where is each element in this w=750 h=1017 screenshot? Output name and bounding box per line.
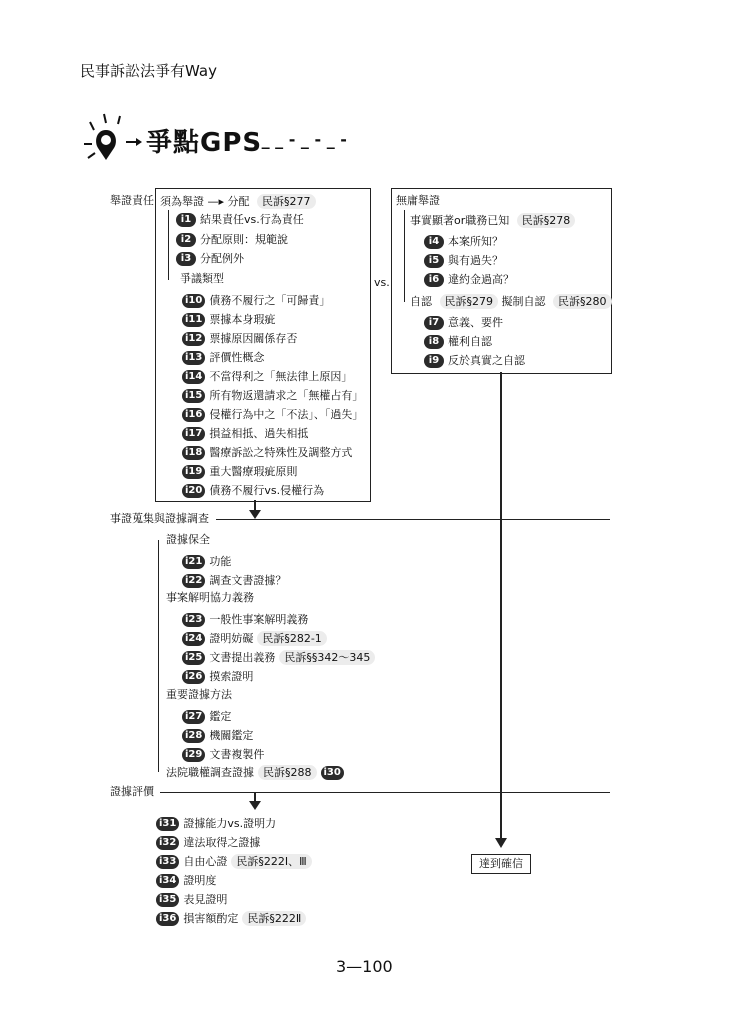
- list-item: [156, 890, 312, 909]
- tree-line: [404, 210, 405, 302]
- item-text: 債務不履行vs.侵權行為: [209, 483, 325, 497]
- item-text: 損害額酌定: [183, 911, 239, 925]
- ref-222: 民訴§222Ⅰ、Ⅲ: [231, 854, 311, 869]
- list-item: [182, 367, 363, 386]
- list-item: [182, 443, 363, 462]
- item-text: 與有過失？: [448, 253, 503, 267]
- section-label-burden: 舉證責任: [110, 194, 154, 207]
- item-text: 文書複製件: [209, 747, 265, 761]
- list-item: [156, 871, 312, 890]
- item-text: 損益相抵、過失相抵: [209, 426, 309, 440]
- list-item: [182, 386, 363, 405]
- list-item: [424, 313, 525, 332]
- right-sub1-list: [424, 232, 514, 289]
- group2-list: [182, 610, 375, 686]
- list-item: [156, 833, 312, 852]
- list-item: [182, 745, 264, 764]
- badge: i7: [424, 316, 444, 330]
- list-item: [182, 348, 363, 367]
- item-text: 自由心證: [183, 854, 228, 868]
- item-text: 權利自認: [448, 334, 492, 348]
- ref-222-ii: 民訴§222Ⅱ: [242, 911, 306, 926]
- section-label-evidence: 事證蒐集與證據調查: [110, 512, 209, 525]
- list-item: [156, 852, 312, 871]
- list-item: [156, 909, 312, 928]
- badge: i18: [182, 446, 205, 460]
- badge: i25: [182, 651, 205, 665]
- badge: i21: [182, 555, 205, 569]
- list-item: [176, 213, 304, 227]
- list-item: [182, 405, 363, 424]
- item-text: 醫療訴訟之特殊性及調整方式: [209, 445, 353, 459]
- badge: i30: [321, 766, 344, 780]
- item-text: 分配原則：規範說: [200, 233, 288, 246]
- badge: i35: [156, 893, 179, 907]
- arrow-down-icon: [249, 510, 261, 519]
- ref-279: 民訴§279: [440, 294, 499, 309]
- right-box-title: 無庸舉證: [396, 194, 440, 207]
- list-item: [182, 481, 363, 500]
- list-item: [182, 329, 363, 348]
- badge: i11: [182, 313, 205, 327]
- sub2-label: 自認: [410, 295, 432, 308]
- badge: i1: [176, 213, 196, 227]
- list-item: [182, 726, 264, 745]
- item-text: 所有物返還請求之「無權占有」: [209, 388, 364, 402]
- item-text: 證明妨礙: [209, 631, 254, 645]
- section-label-evaluation: 證據評價: [110, 785, 154, 798]
- group1-list: [182, 552, 286, 590]
- list-item: [182, 310, 363, 329]
- item-text: 意義、要件: [448, 315, 503, 329]
- badge: i32: [156, 836, 179, 850]
- ref-277: 民訴§277: [257, 194, 316, 209]
- arrow-down-icon: [249, 801, 261, 810]
- item-text: 違法取得之證據: [183, 835, 261, 849]
- group-title: 法院職權調查證據: [166, 765, 254, 779]
- list-item: [424, 232, 514, 251]
- group4-row: [166, 765, 348, 780]
- list-item: [182, 707, 264, 726]
- list-item: [182, 629, 375, 648]
- list-item: [182, 667, 375, 686]
- badge: i24: [182, 632, 205, 646]
- badge: i13: [182, 351, 205, 365]
- badge: i3: [176, 252, 196, 266]
- item-text: 一般性事案解明義務: [209, 612, 309, 626]
- ref-342-345: 民訴§§342～345: [279, 650, 375, 665]
- badge: i26: [182, 670, 205, 684]
- badge: i5: [424, 254, 444, 268]
- list-item: [182, 571, 286, 590]
- list-item: [424, 270, 514, 289]
- dispute-label: 爭議類型: [180, 272, 224, 285]
- list-item: [182, 552, 286, 571]
- badge: i14: [182, 370, 205, 384]
- tree-line: [158, 540, 159, 772]
- badge: i36: [156, 912, 179, 926]
- group-title: 事案解明協力義務: [166, 591, 254, 604]
- badge: i31: [156, 817, 179, 831]
- ref-278: 民訴§278: [517, 213, 576, 228]
- item-text: 票據原因關係存否: [209, 331, 298, 345]
- list-item: [176, 252, 244, 266]
- dispute-list: [182, 291, 363, 500]
- item-text: 鑑定: [209, 709, 232, 723]
- badge: i9: [424, 354, 444, 368]
- badge: i23: [182, 613, 205, 627]
- badge: i28: [182, 729, 205, 743]
- badge: i22: [182, 574, 205, 588]
- arrow-down-icon: [495, 838, 507, 848]
- badge: i15: [182, 389, 205, 403]
- badge: i33: [156, 855, 179, 869]
- item-text: 反於真實之自認: [448, 353, 525, 367]
- item-text: 證明度: [183, 873, 217, 887]
- badge: i17: [182, 427, 205, 441]
- item-text: 票據本身瑕疵: [209, 312, 276, 326]
- ref-282-1: 民訴§282-1: [257, 631, 326, 646]
- item-text: 摸索證明: [209, 669, 254, 683]
- badge: i10: [182, 294, 205, 308]
- list-item: [182, 462, 363, 481]
- sub2-mid: 擬制自認: [501, 295, 546, 308]
- divider: [216, 519, 610, 520]
- right-sub2: [410, 294, 612, 309]
- burden-first-text: 須為舉證: [160, 195, 204, 208]
- item-text: 結果責任vs.行為責任: [200, 213, 304, 226]
- item-text: 違約金過高？: [448, 272, 514, 286]
- arrow-right-icon: —▸: [207, 195, 225, 208]
- list-item: [182, 424, 363, 443]
- list-item: [182, 648, 375, 667]
- ref-288: 民訴§288: [258, 765, 317, 780]
- evaluation-list: [156, 814, 312, 928]
- item-text: 證據能力vs.證明力: [183, 816, 277, 830]
- item-text: 功能: [209, 554, 232, 568]
- badge: i4: [424, 235, 444, 249]
- item-text: 分配例外: [200, 252, 244, 265]
- list-item: [176, 233, 288, 247]
- list-item: [156, 814, 312, 833]
- badge: i19: [182, 465, 205, 479]
- list-item: [182, 291, 363, 310]
- flow-line-right: [500, 372, 502, 840]
- badge: i34: [156, 874, 179, 888]
- group-title: 證據保全: [166, 533, 210, 546]
- tree-line: [168, 210, 169, 280]
- divider: [160, 792, 610, 793]
- result-box: 達到確信: [471, 854, 531, 874]
- item-text: 不當得利之「無法律上原因」: [209, 369, 353, 383]
- list-item: [424, 251, 514, 270]
- list-item: [182, 610, 375, 629]
- vs-label: vs.: [374, 276, 390, 289]
- banner-dashes: _ _ _ - _ - _ -: [248, 130, 347, 149]
- banner-title: 爭點GPS: [146, 128, 263, 158]
- badge: i2: [176, 233, 196, 247]
- sub1-label: 事實顯著or職務已知: [410, 214, 510, 227]
- burden-first-line: [160, 194, 316, 209]
- gps-banner: [80, 108, 360, 168]
- item-text: 調查文書證據？: [209, 573, 287, 587]
- list-item: [424, 351, 525, 370]
- badge: i27: [182, 710, 205, 724]
- item-text: 重大醫療瑕疵原則: [209, 464, 298, 478]
- list-item: [424, 332, 525, 351]
- group3-list: [182, 707, 264, 764]
- badge: i8: [424, 335, 444, 349]
- group-title: 重要證據方法: [166, 688, 232, 701]
- item-text: 表見證明: [183, 892, 228, 906]
- item-text: 債務不履行之「可歸責」: [209, 293, 331, 307]
- book-title: 民事訴訟法爭有Way: [80, 62, 217, 80]
- badge: i16: [182, 408, 205, 422]
- ref-280: 民訴§280: [553, 294, 612, 309]
- burden-arrow-target: 分配: [227, 195, 250, 208]
- badge: i20: [182, 484, 205, 498]
- page-number: 3—100: [336, 957, 393, 976]
- badge: i12: [182, 332, 205, 346]
- item-text: 侵權行為中之「不法」、「過失」: [209, 407, 364, 421]
- item-text: 文書提出義務: [209, 650, 276, 664]
- badge: i6: [424, 273, 444, 287]
- item-text: 機關鑑定: [209, 728, 254, 742]
- item-text: 評價性概念: [209, 350, 265, 364]
- location-pin-icon: [80, 108, 150, 168]
- badge: i29: [182, 748, 205, 762]
- right-sub1: [410, 213, 575, 228]
- right-sub2-list: [424, 313, 525, 370]
- item-text: 本案所知？: [448, 234, 503, 248]
